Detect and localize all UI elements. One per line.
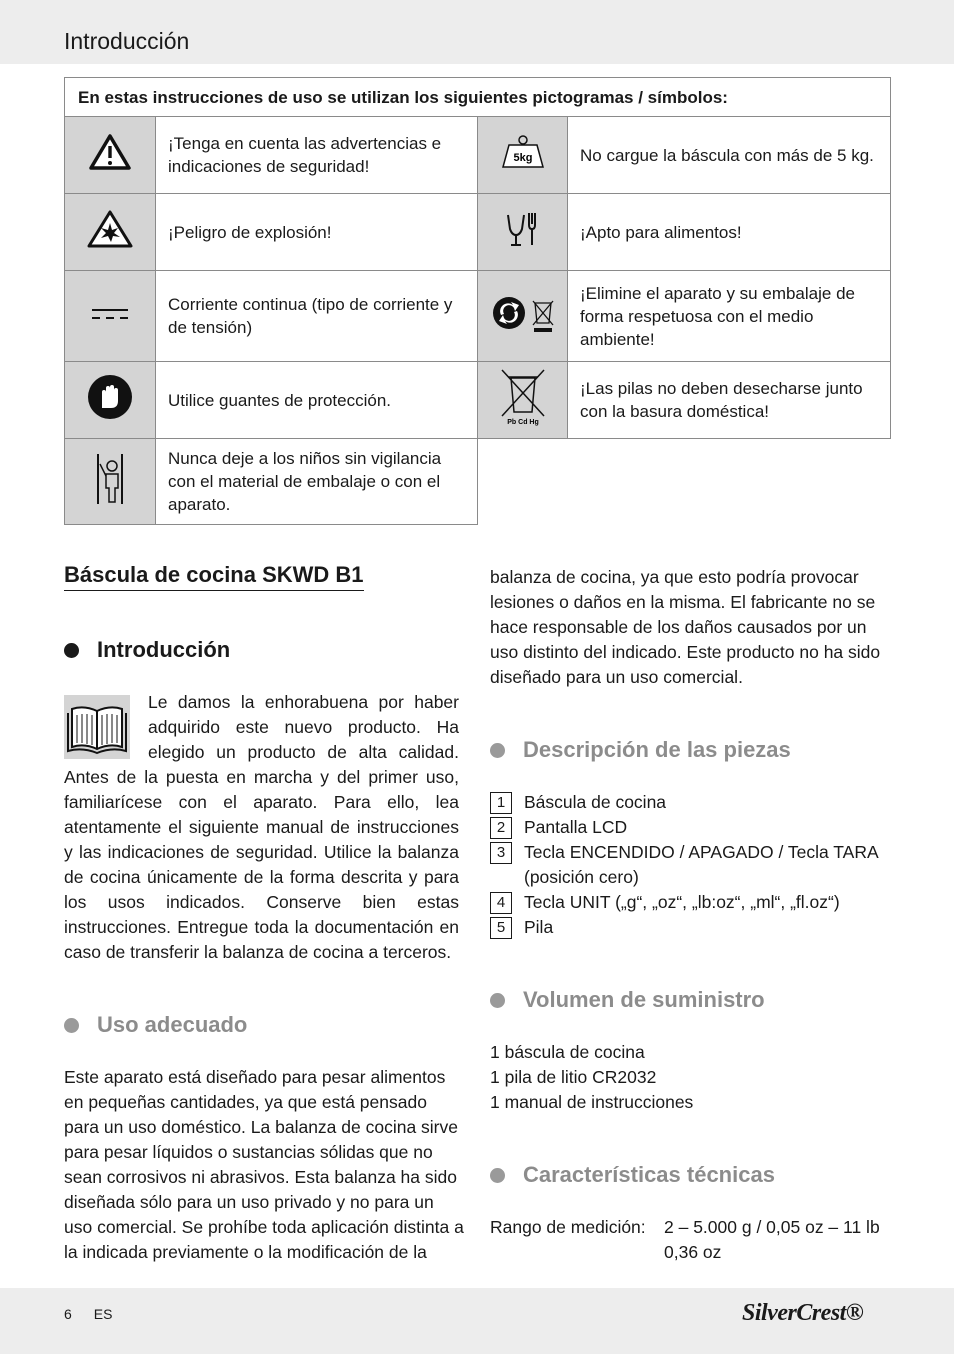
symbol-text: Utilice guantes de protección. bbox=[156, 362, 478, 439]
list-item: 2 Pantalla LCD bbox=[490, 815, 892, 840]
intro-text: Le damos la enhorabuena por haber adquirido este nuevo producto. Ha elegido un producto de alta calidad. Antes de la puesta en marcha y del primer uso, familiarícese con el aparato. Para ello, lea atentamente el siguiente manual de instrucciones y las indicaciones de seguridad. Utilice la balanza de cocina únicamente de la forma descrita y para los usos indicados. Conserve bien estas instrucciones. Entregue toda la documentación en caso de transferir la balanza de cocina a terceros. bbox=[64, 692, 459, 962]
list-item: 1 báscula de cocina bbox=[490, 1042, 645, 1062]
page-number: 6 bbox=[64, 1306, 72, 1322]
symbols-table bbox=[64, 77, 891, 525]
page-title: Introducción bbox=[64, 28, 190, 54]
delivery-heading: Volumen de suministro bbox=[490, 987, 765, 1013]
bullet-icon bbox=[490, 1168, 505, 1183]
symbol-text: No cargue la báscula con más de 5 kg. bbox=[568, 117, 891, 194]
list-item: 5 Pila bbox=[490, 915, 892, 940]
gloves-icon bbox=[65, 362, 156, 439]
intended-use-heading: Uso adecuado bbox=[64, 1012, 247, 1038]
spec-label: Rango de medición: bbox=[490, 1217, 646, 1237]
symbol-text: ¡Apto para alimentos! bbox=[568, 194, 891, 271]
bullet-icon bbox=[64, 643, 79, 658]
list-item: 3 Tecla ENCENDIDO / APAGADO / Tecla TARA (posición cero) bbox=[490, 840, 892, 890]
symbol-text: ¡Las pilas no deben desecharse junto con la basura doméstica! bbox=[568, 362, 891, 439]
product-title: Báscula de cocina SKWD B1 bbox=[64, 562, 364, 591]
language-code: ES bbox=[93, 1306, 113, 1322]
parts-heading: Descripción de las piezas bbox=[490, 737, 791, 763]
child-warning-icon bbox=[65, 439, 156, 525]
symbol-text: ¡Elimine el aparato y su embalaje de forma respetuosa con el medio ambiente! bbox=[568, 271, 891, 362]
explosion-warning-icon bbox=[65, 194, 156, 271]
battery-disposal-icon bbox=[478, 362, 568, 439]
list-item: 1 Báscula de cocina bbox=[490, 790, 892, 815]
battery-label: Pb Cd Hg bbox=[506, 419, 539, 426]
intended-use-text-1: Este aparato está diseñado para pesar alimentos en pequeñas cantidades, ya que está pensado para un uso doméstico. La balanza de cocina sirve para pesar líquidos o sustancias sólidas que no sean corrosivos ni abrasivos. Esta balanza ha sido diseñada sólo para un uso privado y no para un uso comercial. Se prohíbe toda aplicación distinta a la indicada previamente o la modificación de la bbox=[64, 1067, 464, 1262]
weight-label: 5kg bbox=[513, 152, 532, 164]
list-item: 4 Tecla UNIT („g“, „oz“, „lb:oz“, „ml“, „fl.oz“) bbox=[490, 890, 892, 915]
symbol-text: Corriente continua (tipo de corriente y de tensión) bbox=[156, 271, 478, 362]
symbol-text: ¡Tenga en cuenta las advertencias e indicaciones de seguridad! bbox=[156, 117, 478, 194]
list-item: 1 manual de instrucciones bbox=[490, 1092, 694, 1112]
direct-current-icon bbox=[65, 271, 156, 362]
parts-list bbox=[490, 790, 892, 940]
food-safe-icon bbox=[478, 194, 568, 271]
bullet-icon bbox=[490, 993, 505, 1008]
intended-use-text-2: balanza de cocina, ya que esto podría provocar lesiones o daños en la misma. El fabricante no se hace responsable de los daños causados por un uso distinto del indicado. Este producto no ha sido diseñado para un uso comercial. bbox=[490, 567, 881, 687]
intro-heading: Introducción bbox=[64, 637, 230, 663]
bullet-icon bbox=[490, 743, 505, 758]
delivery-list bbox=[490, 1040, 890, 1115]
brand-logo: SilverCrest® bbox=[742, 1300, 864, 1326]
symbol-text: ¡Peligro de explosión! bbox=[156, 194, 478, 271]
recycling-icon bbox=[478, 271, 568, 362]
footer-page-info bbox=[64, 1306, 112, 1322]
warning-triangle-icon bbox=[65, 117, 156, 194]
list-item: 1 pila de litio CR2032 bbox=[490, 1067, 657, 1087]
symbol-text: Nunca deje a los niños sin vigilancia con el material de embalaje o con el aparato. bbox=[156, 439, 478, 525]
specs-heading: Características técnicas bbox=[490, 1162, 775, 1188]
bullet-icon bbox=[64, 1018, 79, 1033]
weight-5kg-icon bbox=[478, 117, 568, 194]
symbols-table-heading: En estas instrucciones de uso se utilizan los siguientes pictogramas / símbolos: bbox=[65, 78, 891, 117]
spec-value: 2 – 5.000 g / 0,05 oz – 11 lb 0,36 oz bbox=[664, 1217, 880, 1262]
